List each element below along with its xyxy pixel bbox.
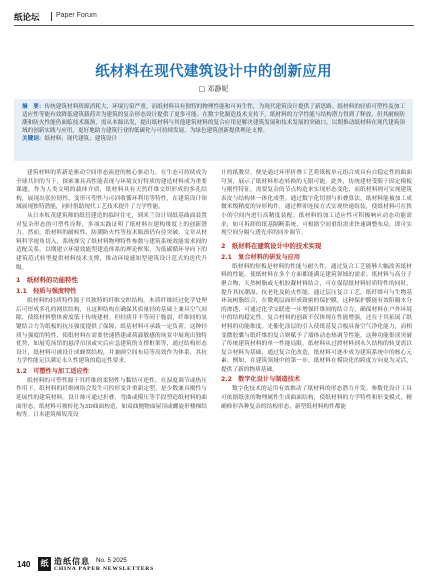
body-paragraph: 计的纸教堂，便是通过环形折叠工艺将纸板单元组合成具有自稳定性的曲面穹顶，展示了纸材料形态转换的无限可能。此外，传统建材受限于固定模板与刚性特征，需要复杂的节点构造来实现形态变化，而纸材料则可实现建筑表皮与结构体一体化成型。通过数字化切割与折叠算法，纸材料能被加工成微米级精度的异形构件，通过榫卯连接方式实现快速组装，使纸材料可在狭小的空间内进行高精度装配。纸材料的加工适应性可积极响应动态功能需求，如可拆卸的纸基隔断系统，可根据空间重组需求快速调整布局，即可实现空间分隔与透光率的同步调节。 xyxy=(221,170,412,237)
magazine-logo xyxy=(38,557,51,571)
page-number: 140 xyxy=(17,560,31,569)
section-heading: 2 纸材料在建筑设计中的技术实现 xyxy=(221,241,322,250)
keywords-label: 关键词： xyxy=(22,136,45,143)
subsection-heading: 2.2 数字化设计与制造技术 xyxy=(221,376,301,384)
body-paragraph: 纸材料的短板是材料的性能与耐久性，通过复合工艺能够大幅改善纸材料的性能，使纸材料在多个方面都能满足建筑领域的需求。纸材料与高分子聚合物、天然树脂或无机胶凝材料结合，可在保留纸材料轻质特性的同时，提升其抗潮湿、抗老化及防火性能。通过层压复合工艺，纸纤维可与生物基环氧树脂结合，在微观层面形成致密的保护膜，这种保护膜能有效阻隔水分的渗透，可通过化学交联进一步增强纤维间的结合力，确保材料在户外环境中的结构稳定性。复合材料的创新不仅体现在性能增强，还在于其拓展了纸材料的功能维度。光催化涂层的引入使纸基复合板具备空气净化能力，而相变微胶囊与纸纤维的复合则赋予了墙体动态热调节性能，这种功能集成突破了传统建筑材料的单一性能局限。纸材料从过渡材料到永久结构的转变需以复合材料为基础，通过复合化改造，纸材料可逐步成为建筑系统中的核心元素。例如，在建筑领域中的第一步，纸材料在模块化的跨度方向更为灵活，提供了新的物质基础。 xyxy=(221,263,412,373)
magazine-name-en: CHINA PAPER NEWSLETTERS xyxy=(54,566,155,572)
article-title: 纸材料在现代建筑设计中的创新应用 xyxy=(95,64,332,80)
abstract-box xyxy=(14,99,413,161)
subsection-heading: 2.1 复合材料的研发与应用 xyxy=(221,253,301,261)
intro-paragraph: 建筑材料的革新是驱动空间形态演进的核心驱动力。在生态可持续成为全球共识的当下，探索兼具高性能表现与环境友好特质的建造材料成为重要课题。作为人类文明的载体介质，纸材料具有天然纤维交织形成的多孔结构，展现出张拉韧性、变形可塑性与可回收循环利用等特性，在建筑设计领域展现独特潜能，同时借助现代工艺技术提升了力学性能。 xyxy=(16,170,207,211)
magazine-name: 造纸信息 xyxy=(54,557,90,566)
page-footer xyxy=(14,556,414,574)
abstract xyxy=(22,103,405,135)
keywords xyxy=(22,135,405,143)
header-rule xyxy=(14,25,414,26)
body-paragraph: 纸材料的轻质特性源于其独特的纤维交织结构。木质纤维经过化学处理后可形成多孔的网状结构，且这种结构在确保其质量轻的基础上兼具空气间隙，使纸材料整体密度低于传统建材。但轻质并不等同于脆弱，纤维间的氢键结合力为纸板的抗压强度提供了保障，纸基材料可承载一定负荷。这种轻质与强度的特性，使纸材料在需要快速搭建或荷载敏感的场景中展现出独特优势，如展览场馆的悬浮吊顶或灾后应急建筑的支撑框架等，通过结构形态设计，纸材料可被设计成蜂窝结构，并兼顾空间布局等高效作为体系，其抗力学性能足以满足永久性建筑的稳定性要求。 xyxy=(16,298,207,365)
body-paragraph: 从日本坂茂建筑师的纸管建造的临时住宅，到米兰设计周纸基曲面装置对复杂形态的可塑性诠释，多项实践证明了纸材料在建构维度上的创新潜力。然而，纸材料的耐候性、防潮防火性等技术瓶颈仍有待突破。文章从材料科学视角切入，系统探究了纸材料物理特性参数与建筑系统效能需求间的适配关系，以期建立环境效能型建造体系的理论框架，为低碳循环导向下的建筑范式转型提供材料技术支撑，推动环境感知型建筑设计范式的迭代升级。 xyxy=(16,212,207,271)
subsection-heading: 1.1 轻质与强度特性 xyxy=(16,288,77,296)
page-header xyxy=(14,9,414,27)
header-divider xyxy=(51,12,52,21)
issue-number: No. 5 2025 xyxy=(96,557,127,564)
column-name: Paper Forum xyxy=(56,12,97,19)
keywords-text: 纸材料；现代建筑；建筑设计 xyxy=(44,136,118,143)
abstract-text: 传统建筑材料资源消耗大、环境污染严重，而纸材料具有独特的物理性能和可再生性，为现代建筑设计提供了新思路。纸材料的轻质可塑性及加工适应性等能有效降低建筑载荷并为建筑的复杂形态设计提供了更多可能。在数字化制造技术支持下，纸材料的力学性能与结构潜力得到了释放，但其耐候防潮和防火性能仍面临技术瓶颈，需从本源出发，提出纸材料与其他建筑材料的复合应用是解决建筑发展和技术发展的突破口，以期推动纸材料在现代建筑领域的创新实践与应用，更好地助力建筑行业的低碳化与可持续发展，为绿色建筑创新提供理论支撑。 xyxy=(22,104,405,135)
article-author: □ 邓静妮 xyxy=(198,85,229,93)
section-heading: 1 纸材料的功能特性 xyxy=(16,276,78,285)
abstract-label: 摘 要： xyxy=(22,104,45,110)
section-name: 纸论坛 xyxy=(14,13,40,23)
subsection-heading: 1.2 可塑性与加工适应性 xyxy=(16,367,89,375)
right-column xyxy=(221,169,412,411)
body-paragraph: 数字化技术的运用有效推动了纸材料的形态潜力开发。参数化设计工具可依据纸张的物理属性生成曲面结构，使纸材料的力学特性和形变模式，精确修形各种复杂的结构形态，新型纸材料构件都能 xyxy=(221,386,412,410)
body-paragraph: 纸材料的可塑性源于其纤维的柔韧性与黏结可逆性。在湿度调节或热压作用下，纸材料的纤维网络会发生可控形变并重新定型，是少数兼具刚性与延展性的建筑材料。设计师可通过折叠、弯曲或模压等手段塑造纸材料的曲面形态，纸材料可被转化为3D曲面构造，如双曲抛物面屋顶或螺旋形楼梯结构等。日本建筑师坂茂设 xyxy=(16,377,207,419)
logo-char: 纸 xyxy=(40,559,49,568)
left-column xyxy=(16,169,207,420)
